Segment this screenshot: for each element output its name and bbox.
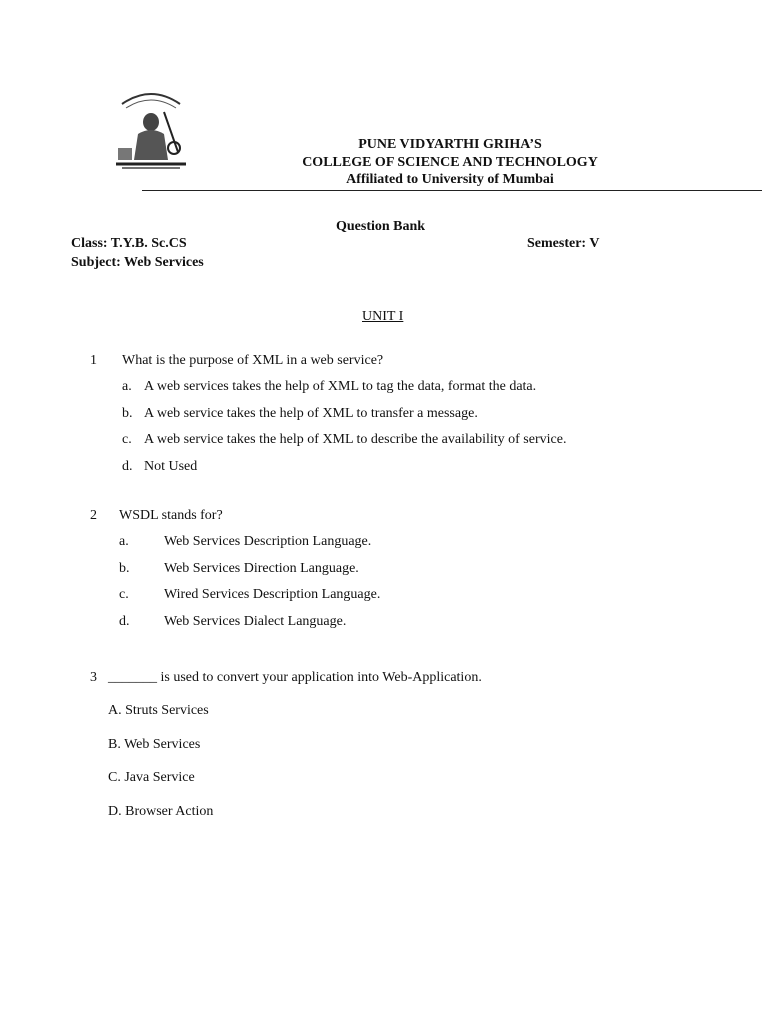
college-emblem-logo — [108, 82, 194, 174]
q2-option-a-letter: a. — [119, 534, 129, 549]
class-label: Class: T.Y.B. Sc.CS — [71, 236, 187, 251]
question-1-number: 1 — [90, 353, 97, 368]
affiliation-text: Affiliated to University of Mumbai — [346, 172, 554, 187]
q2-option-c-letter: c. — [119, 587, 129, 602]
q2-option-d-letter: d. — [119, 614, 130, 629]
question-2-number: 2 — [90, 508, 97, 523]
q3-option-b: B. Web Services — [108, 737, 201, 752]
q3-option-c: C. Java Service — [108, 770, 195, 785]
semester-label: Semester: V — [527, 236, 600, 251]
q2-option-d-text: Web Services Dialect Language. — [164, 614, 347, 629]
document-title: Question Bank — [336, 219, 426, 234]
q2-option-b-letter: b. — [119, 561, 130, 576]
q2-option-a-text: Web Services Description Language. — [164, 534, 372, 549]
q3-option-a: A. Struts Services — [108, 703, 209, 718]
q1-option-c-letter: c. — [122, 432, 132, 447]
q1-option-b-text: A web service takes the help of XML to transfer a message. — [144, 406, 478, 421]
question-1-text: What is the purpose of XML in a web service? — [122, 353, 384, 368]
q2-option-c-text: Wired Services Description Language. — [164, 587, 381, 602]
header-divider — [142, 190, 762, 191]
q1-option-a-letter: a. — [122, 379, 132, 394]
question-3-number: 3 — [90, 670, 97, 685]
q1-option-c-text: A web service takes the help of XML to describe the availability of service. — [144, 432, 567, 447]
question-2-text: WSDL stands for? — [119, 508, 223, 523]
question-3-text: _______ is used to convert your application into Web-Application. — [108, 670, 482, 685]
q2-option-b-text: Web Services Direction Language. — [164, 561, 359, 576]
unit-heading: UNIT I — [362, 309, 404, 324]
q1-option-a-text: A web services takes the help of XML to tag the data, format the data. — [144, 379, 537, 394]
q1-option-b-letter: b. — [122, 406, 133, 421]
q1-option-d-letter: d. — [122, 459, 133, 474]
q1-option-d-text: Not Used — [144, 459, 198, 474]
institution-name-line2: COLLEGE OF SCIENCE AND TECHNOLOGY — [302, 155, 598, 170]
institution-name-line1: PUNE VIDYARTHI GRIHA’S — [358, 137, 542, 152]
subject-label: Subject: Web Services — [71, 255, 204, 270]
q3-option-d: D. Browser Action — [108, 804, 214, 819]
